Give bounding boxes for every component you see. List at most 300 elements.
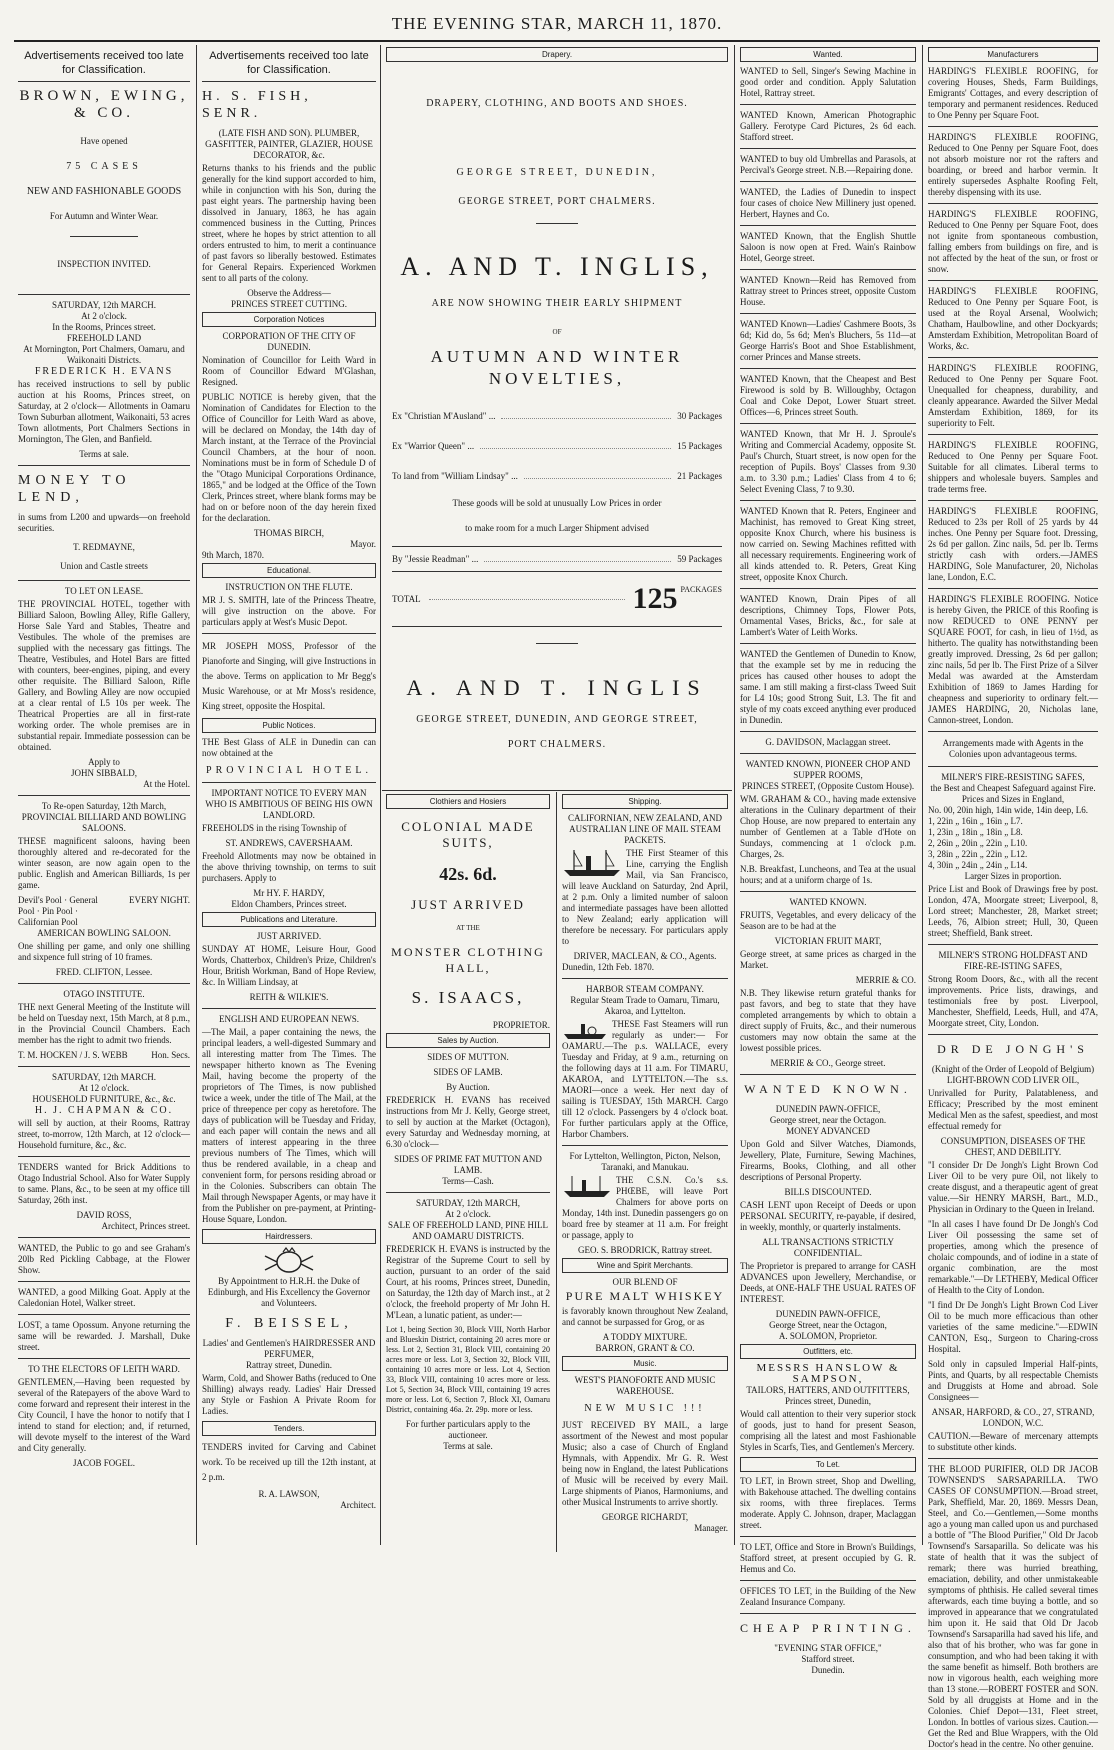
divider [740, 1536, 916, 1537]
column-divider [734, 45, 735, 1545]
divider [928, 280, 1098, 281]
column-divider [922, 45, 923, 1545]
ad-text: Terms at sale. [79, 449, 129, 459]
ad-address: Union and Castle streets [60, 561, 148, 571]
ad-signature: JACOB FOGEL. [72, 1458, 135, 1468]
ad-title: H. J. CHAPMAN & CO. [34, 1105, 174, 1116]
ad-brown-ewing [18, 88, 190, 270]
ad-body: THE next General Meeting of the Institute will be held on Tuesday next, 15th March, at 8 p.m., in the Provincial Council Chambers. Each member has the right to admit two friends. [18, 1002, 190, 1045]
ad-subtitle: "EVENING STAR OFFICE," [774, 1643, 882, 1653]
section-label: Shipping. [562, 794, 728, 809]
steamship-icon [562, 1175, 612, 1199]
ad-address: Architect, Princes street. [101, 1221, 190, 1231]
ad-text: 75 CASES [66, 161, 142, 172]
divider [18, 465, 190, 466]
ad-date: Dunedin, 12th Feb. 1870. [562, 962, 654, 972]
divider [928, 500, 1098, 501]
ad-text: GEORGE STREET, PORT CHALMERS. [458, 196, 656, 207]
total-value: 125 [632, 582, 678, 615]
ship-qty: 59 Packages [677, 554, 722, 564]
divider [740, 269, 916, 270]
ad-address: PORT CHALMERS. [507, 739, 607, 750]
section-label: Educational. [202, 563, 376, 578]
ad-text: ARE NOW SHOWING THEIR EARLY SHIPMENT [431, 298, 683, 309]
ad-text: OF [552, 328, 562, 336]
ad-address: Rattray street, Dunedin. [246, 1360, 332, 1370]
ad-headline: NEW MUSIC !!! [584, 1403, 706, 1414]
ad-wanted: WANTED Known, that the Cheapest and Best Firewood is sold by B. Willoughby, Octagon Coal and Coke Depot, Lower Stuart street. Offices—6, Princes street South. [740, 374, 916, 417]
divider [740, 1613, 916, 1614]
ad-subtitle: the Best and Cheapest Safeguard against Fire. [930, 783, 1096, 793]
ad-body: George street, at same prices as charged in the Market. [740, 949, 916, 970]
divider [740, 313, 916, 314]
ad-european-news [202, 1014, 376, 1225]
ad-subtitle: MONEY ADVANCED [786, 1126, 870, 1136]
ad-body: One shilling per game, and only one shilling and sixpence full string of 10 frames. [18, 941, 190, 962]
ad-text: Have opened [80, 136, 128, 146]
ad-headline: COLONIAL MADE SUITS, [401, 819, 535, 850]
ad-text: Terms at sale. [443, 1441, 493, 1451]
ad-body: CAUTION.—Beware of mercenary attempts to substitute other kinds. [928, 1431, 1098, 1452]
ad-title: PROVINCIAL BILLIARD AND BOWLING SALOONS. [21, 812, 187, 833]
steamship-icon [562, 1019, 608, 1041]
ad-beissel [202, 1248, 376, 1417]
ad-wanted: WANTED Known—Ladies' Cashmere Boots, 3s 6d; Kid do, 5s 6d; Men's Bluchers, 5s 11d—at George Harris's Boot and Shoe Establishment, corner Princes and Manse streets. [740, 319, 916, 362]
divider [18, 1156, 190, 1157]
ad-title: For Lyttelton, Wellington, Picton, Nelson, Taranaki, and Manukau. [569, 1151, 721, 1172]
shipment-list [386, 408, 728, 484]
ad-signature: GEO. S. BRODRICK, Rattray street. [578, 1245, 712, 1255]
firm-name: A. AND T. INGLIS, [400, 252, 714, 281]
ad-address: PRINCES STREET CUTTING. [230, 299, 348, 309]
divider [392, 546, 722, 547]
divider [18, 1066, 190, 1067]
ad-signature: JOHN SIBBALD, [70, 768, 137, 778]
divider [18, 294, 190, 295]
shipment-row [392, 468, 722, 484]
ad-body: —The Mail, a paper containing the news, the principal leaders, a well-digested Summary and all interesting matter from The Times. The newspaper hitherto known as The Evening Mail, having become the property of the proprietors of The Times, is now published twice a week, under the title of The Mail, at the price of threepence per copy as heretofore. The days of publication will be Tuesday and Friday, and each paper will contain the news and all matters of interest appearing in the three previous numbers of The Times, which will thus be rendered available, in a cheap and convenient form, for persons residing abroad or in the Colonies. Subscribers can obtain The Mail through Newspaper Agents, or may have it from the Publisher on pre-payment, at Printing-House Square, London. [202, 1027, 376, 1224]
ad-subtitle: CONSUMPTION, DISEASES OF THE CHEST, AND DEBILITY. [940, 1136, 1086, 1157]
ad-body: WM. GRAHAM & CO., having made extensive alterations in the Culinary department of their Chop House, are now prepared to entertain any number of Gentlemen at a Table d'Hote on Sundays, commencing at 1 o'clock p.m. Charges, 2s. [740, 794, 916, 859]
ad-address: GEORGE STREET, DUNEDIN, AND GEORGE STREET, [416, 714, 698, 725]
ad-headline: PURE MALT WHISKEY [565, 1289, 725, 1303]
ad-harding-roofing: HARDING'S FLEXIBLE ROOFING, Reduced to One Penny per Square Foot, is used at the Royal Arsenal, Woolwich; Chatham, Haulbowline, and other Dockyards; Amsterdam Exhibition, Metropolitan Board of Works, &c. [928, 286, 1098, 351]
ad-body: THESE Fast Steamers will run regularly as under:— For OAMARU.—The p.s. WALLACE, every Tuesday and Friday, at 9 a.m., returning on the following days at 11 a.m. For TIMARU, AKAROA, and LYTTELTON.—The s.s. MAORI—once a week. Her next day of sailing is TUESDAY, 15th MARCH. Cargo till 12 o'clock. Passengers by 4 o'clock boat. For further particulars apply at the Office, Harbor Chambers. [562, 1019, 728, 1139]
ad-body: Unrivalled for Purity, Palatableness, and Efficacy; Prescribed by the most eminent Medical Men as the safest, speediest, and most effectual remedy for [928, 1088, 1098, 1131]
ad-evans-freehold [18, 300, 190, 460]
ad-signature: A. SOLOMON, Proprietor. [778, 1331, 878, 1341]
ad-text: Apply to [88, 757, 120, 767]
ad-wanted: WANTED to Sell, Singer's Sewing Machine in good order and condition. Apply Salutation Hotel, Rattray street. [740, 66, 916, 98]
ad-body: GENTLEMEN,—Having been requested by several of the Ratepayers of the above Ward to come forward and represent their interest in the City Council, I have the honor to notify that I intend to stand for election; and, if returned, will devote myself to the interest of the Ward and City generally. [18, 1377, 190, 1453]
ad-title: WEST'S PIANOFORTE AND MUSIC WAREHOUSE. [574, 1375, 716, 1396]
divider [740, 753, 916, 754]
harding-list [928, 66, 1098, 732]
ad-to-let-on-lease [18, 586, 190, 790]
ad-subtitle: Regular Steam Trade to Oamaru, Timaru, Akaroa, and Lyttelton. [570, 995, 720, 1016]
ad-address: Stafford street. [801, 1654, 855, 1664]
ad-title: AMERICAN BOWLING SALOON. [37, 928, 171, 938]
ad-title: MESSRS HANSLOW & SAMPSON, [756, 1362, 900, 1385]
ad-wanted: WANTED the Gentlemen of Dunedin to Know, that the example set by me in reducing the prices has caused other houses to adopt the same. I am still making a first-class Tweed Suit for L4 10s; good Strong Suit, L3. The fit and style of my coats exceed anything ever produced in Dunedin. [740, 649, 916, 725]
section-label: Wine and Spirit Merchants. [562, 1258, 728, 1273]
ad-signature: REITH & WILKIE'S. [249, 992, 329, 1002]
ad-wanted: WANTED Known that R. Peters, Engineer and Machinist, has removed to Great King street, opposite Knox Church, where his business is now carried on. Sewing Machines refitted with all necessary requirements. Engineering work of all kinds attended to. R. Peters, Great King street, opposite Knox Church. [740, 506, 916, 582]
ad-body: THE PROVINCIAL HOTEL, together with Billiard Saloon, Bowling Alley, Rifle Gallery, Horse Sale Yard and Stables, Theatre and Vestibules. The whole of the premises are supplied with the necessary gas fittings. The Theatre, Vestibules, and Hotel Bars are fitted with counters, beer-engines, piping, and every other requisite. The Billiard Saloon, Rifle Gallery, and Bowling Alley are now occupied at a clear rental of L5 10s per week. The Theatrical Properties are all in first-rate working order. The whole premises are in substantial repair. Immediate possession can be obtained. [18, 599, 190, 752]
divider [392, 626, 722, 627]
column-divider [196, 45, 197, 1545]
ad-text: Devil's Pool · General Pool · Pin Pool · Californian Pool [18, 895, 98, 927]
ad-body: TENDERS wanted for Brick Additions to Otago Industrial School. Also for Water Supply to same. Plans, &c., to be seen at my office till Saturday, 26th inst. [18, 1162, 190, 1205]
divider [928, 357, 1098, 358]
ad-billiard-saloons [18, 801, 190, 978]
ad-subtitle: DUNEDIN PAWN-OFFICE, [775, 1104, 881, 1114]
column-divider [556, 792, 557, 1552]
ad-body: Returns thanks to his friends and the public generally for the kind support accorded to him, while in conjunction with his Son, during the past eight years. The partnership having been dissolved in January, 1863, he has again commenced business in the Cutting, Princes street, where he hopes by strict attention to all orders entrusted to him, to merit a continuance of past favors so liberally bestowed. Estimates for General Repairs. Experienced Workmen sent to all parts of the colony. [202, 163, 376, 283]
ad-body: "In all cases I have found Dr De Jongh's Cod Liver Oil possessing the same set of properties, among which the presence of cholaic compounds, and of iodine in a state of organic combination, are the most remarkable."—Dr LETHEBY, Medical Officer of Health to the City of London. [928, 1219, 1098, 1295]
ad-harding-roofing: HARDING'S FLEXIBLE ROOFING, Reduced to One Penny per Square Foot, does not ignite from spontaneous combustion, falling embers from buildings on fire, and is not affected by the heat of the sun, or frost or snow. [928, 209, 1098, 274]
ad-title: MONEY TO LEND, [18, 473, 131, 505]
firm-name: A. AND T. INGLIS [406, 675, 708, 700]
ad-body: in sums from L200 and upwards—on freehold securities. [18, 512, 190, 533]
ad-fruit-mart [740, 897, 916, 1069]
column-divider [380, 45, 381, 1545]
ad-title: JUST ARRIVED. [256, 931, 322, 941]
ad-joseph-moss: MR JOSEPH MOSS, Professor of the Pianoforte and Singing, will give Instructions in the above. Terms on application to Mr Begg's Music Warehouse, or at Mr Moss's residence, King street, opposite the Hospital. [202, 641, 376, 711]
ad-milner-safes [928, 772, 1098, 939]
ad-title: WANTED KNOWN. [789, 897, 867, 907]
divider [392, 571, 722, 572]
ad-signature: T. REDMAYNE, [73, 542, 135, 552]
ad-lost-opossum: LOST, a tame Opossum. Anyone returning the same will be rewarded. J. Marshall, Duke street. [18, 1320, 190, 1352]
ad-title: SALE OF FREEHOLD LAND, PINE HILL AND OAMARU DISTRICTS. [388, 1220, 548, 1241]
divider [928, 1458, 1098, 1459]
section-label: Wanted. [740, 47, 916, 62]
divider [928, 588, 1098, 589]
ad-chapman [18, 1072, 190, 1151]
divider [382, 790, 732, 791]
ad-date: SATURDAY, 12th MARCH. [51, 1072, 157, 1082]
ad-subtitle: ANSAR, HARFORD, & CO., 27, STRAND, LONDON, W.C. [931, 1407, 1095, 1428]
divider [740, 368, 916, 369]
ad-time: At 2 o'clock. [445, 1209, 491, 1219]
divider [18, 983, 190, 984]
divider [740, 500, 916, 501]
wanted-list [740, 66, 916, 732]
shipment-row [392, 408, 722, 424]
ad-wanted: WANTED, the Ladies of Dunedin to inspect four cases of choice New Millinery just opened. Herbert, Haynes and Co. [740, 187, 916, 219]
ad-body: SUNDAY AT HOME, Leisure Hour, Good Words, Chatterbox, Children's Prize, Children's Hour, British Workman, Band of Hope Review, &c. In William Lindsay, at [202, 944, 376, 987]
ad-signature: G. DAVIDSON, Maclaggan street. [765, 737, 891, 747]
ad-harding-roofing: HARDING'S FLEXIBLE ROOFING. Notice is hereby Given, the PRICE of this Roofing is now REDUCED to ONE PENNY per SQUARE FOOT, for cash, in lieu of 1½d, as hitherto. The quality has notwithstanding been greatly improved. Dressing, 2s 6d per gallon; zinc nails, 5d per lb. The First Prize of a Silver Medal was awarded at the Amsterdam Exhibition of 1869 to James Harding for cheapness and superiority to ordinary felt.—JAMES HARDING, 20, Nicholas lane, Cannon-street, London. [928, 594, 1098, 725]
ad-title: H. S. FISH, SENR. [202, 89, 312, 121]
ad-title: INSTRUCTION ON THE FLUTE. [225, 582, 353, 592]
ad-price: 42s. 6d. [439, 864, 497, 884]
ad-body: THE C.S.N. Co.'s s.s. PHŒBE, will leave Port Chalmers for above ports on Monday, 14th inst. Dunedin passengers go on board free by steamer at 11 a.m. For freight or passage, apply to [562, 1175, 728, 1240]
ad-harding-roofing: HARDING'S FLEXIBLE ROOFING, Reduced to One Penny per Square Foot. Suitable for all climates. Liberal terms to shippers and wholesale buyers. Samples and trade terms free. [928, 440, 1098, 494]
ad-title: OTAGO INSTITUTE. [63, 989, 145, 999]
divider [202, 633, 376, 634]
ad-text: EVERY NIGHT. [129, 895, 190, 905]
ad-text: Observe the Address— [247, 288, 331, 298]
ad-wanted: WANTED Known, that Mr H. J. Sproule's Writing and Commercial Academy, opposite St. Paul's Church, Stuart street, is now open for the reception of Pupils. Boys' Classes from 9.30 a.m. to 3.30 p.m.; Ladies' Class from 4 to 6; Select Evening Class, 7 to 9.30. [740, 429, 916, 494]
royal-crest-icon [259, 1248, 319, 1274]
ad-signature: Mr HY. F. HARDY, [253, 888, 325, 898]
ad-body: "I consider Dr De Jongh's Light Brown Cod Liver Oil to be very pure Oil, not likely to create disgust, and a therapeutic agent of great value.—Sir HENRY MARSH, Bart., M.D., Physician in Ordinary to the Queen in Ireland. [928, 1160, 1098, 1214]
ad-subtitle: TAILORS, HATTERS, AND OUTFITTERS, Princes street, Dunedin, [746, 1385, 910, 1406]
ad-title: CALIFORNIAN, NEW ZEALAND, AND AUSTRALIAN LINE OF MAIL STEAM PACKETS. [567, 813, 723, 845]
ad-text: Architect. [340, 1500, 376, 1510]
divider [562, 978, 728, 979]
ad-subtitle: BILLS DISCOUNTED. [784, 1187, 872, 1197]
column-3-clothiers [382, 792, 554, 1552]
divider [740, 1074, 916, 1075]
ad-otago-institute [18, 989, 190, 1061]
ad-tenders-lawson [202, 1440, 376, 1511]
ad-subtitle: FREEHOLD LAND [66, 333, 142, 343]
section-header: Advertisements received too late for Classification. [18, 45, 190, 82]
ad-body: TENDERS invited for Carving and Cabinet work. To be received up till the 12th instant, at 2 p.m. [202, 1442, 376, 1482]
ad-text: AT THE [456, 924, 480, 932]
section-label: Music. [562, 1356, 728, 1371]
ship-qty: 21 Packages [677, 471, 722, 481]
column-4-wanted [736, 45, 920, 1675]
ad-body: will sell by auction, at their Rooms, Rattray street, to-morrow, 12th March, at 12 o'clock— Household furniture, &c., &c. [18, 1118, 190, 1150]
ad-title: ENGLISH AND EUROPEAN NEWS. [219, 1014, 359, 1024]
ad-signature: MERRIE & CO., George street. [770, 1058, 886, 1068]
masthead-rule [14, 40, 1100, 42]
ad-de-jongh [928, 1041, 1098, 1453]
divider [18, 795, 190, 796]
ad-title: IMPORTANT NOTICE TO EVERY MAN WHO IS AMBITIOUS OF BEING HIS OWN LANDLORD. [205, 788, 373, 820]
column-1 [14, 45, 194, 1545]
section-label: Public Notices. [202, 718, 376, 733]
divider [536, 223, 577, 224]
price-row: 1, 23in „ 18in „ 18in „ L8. [928, 827, 1023, 837]
ad-text: For further particulars apply to the auctioneer. [405, 1419, 531, 1440]
ship-name: To land from "William Lindsay" ... [392, 471, 518, 481]
divider [18, 1281, 190, 1282]
section-label: Publications and Literature. [202, 912, 376, 927]
ad-body: Freehold Allotments may now be obtained in the above thriving township, on terms to suit purchasers. Apply to [202, 851, 376, 883]
ad-body: THE Best Glass of ALE in Dunedin can can now obtained at the [202, 737, 376, 758]
ad-title: CHEAP PRINTING. [740, 1621, 916, 1635]
section-label: Clothiers and Hosiers [386, 794, 550, 809]
ad-signature: R. A. LAWSON, [258, 1489, 320, 1499]
ad-corporation [202, 331, 376, 561]
ad-text: Hon. Secs. [151, 1050, 190, 1060]
ad-pawn-office [740, 1081, 916, 1342]
price-table [928, 805, 1098, 871]
divider [18, 1314, 190, 1315]
ad-title: CORPORATION OF THE CITY OF DUNEDIN. [222, 331, 356, 352]
ad-pioneer-chop [740, 759, 916, 886]
ad-signature: FRED. CLIFTON, Lessee. [55, 967, 153, 977]
divider [740, 181, 916, 182]
ad-text: For Autumn and Winter Wear. [49, 211, 159, 221]
ad-text: Arrangements made with Agents in the Colonies upon advantageous terms. [942, 738, 1084, 759]
ad-place: In the Rooms, Princes street. [52, 322, 156, 332]
ad-body: JUST RECEIVED BY MAIL, a large assortment of the Newest and most popular Music; also a case of Church of England Hymnals, with Appendix. Mr G. R. West being now in England, the latest Publications of Music will be received by every Mail. Large shipments of Pianos, Harmoniums, and other Musical Instruments to arrive shortly. [562, 1420, 728, 1507]
ad-to-let: TO LET, in Brown street, Shop and Dwelling, with Bakehouse attached. The dwelling contains six rooms, with three fireplaces. Terms moderate. Apply C. Johnson, draper, Maclaggan street. [740, 1476, 916, 1530]
divider [740, 588, 916, 589]
ad-address: At the Hotel. [143, 779, 190, 789]
divider [740, 891, 916, 892]
ad-signature: S. ISAACS, [411, 988, 525, 1007]
section-label: Tenders. [202, 1421, 376, 1436]
ad-subtitle: Ladies' and Gentlemen's HAIRDRESSER AND PERFUMER, [202, 1338, 376, 1359]
ad-time: At 12 o'clock. [78, 1083, 130, 1093]
section-label: Outfitters, etc. [740, 1344, 916, 1359]
divider [740, 423, 916, 424]
section-label: Corporation Notices [202, 312, 376, 327]
ad-subtitle: HOUSEHOLD FURNITURE, &c., &c. [32, 1094, 176, 1104]
ship-qty: 15 Packages [677, 441, 722, 451]
ad-headline: AUTUMN AND WINTER NOVELTIES, [430, 347, 684, 388]
ad-date: SATURDAY, 12th MARCH. [51, 300, 157, 310]
divider [18, 580, 190, 581]
ad-text: These goods will be sold at unusually Low Prices in order [452, 498, 662, 508]
ad-body: FREDERICK H. EVANS is instructed by the Registrar of the Supreme Court to sell by auction, pursuant to an order of the said Court, at his rooms, Princes street, Dunedin, on Saturday, the 12th day of March inst., at 2 o'clock, the freehold property of Mr John H. M'Lean, a lunatic patient, as under:— [386, 1244, 550, 1320]
total-label: TOTAL [392, 593, 421, 604]
divider [928, 203, 1098, 204]
ad-time: At 2 o'clock. [81, 311, 127, 321]
ad-wanted: WANTED to buy old Umbrellas and Parasols, at Percival's George street. N.B.—Repairing done. [740, 154, 916, 175]
divider [70, 236, 139, 237]
ad-title: TO LET ON LEASE. [64, 586, 144, 596]
ad-harding-roofing: HARDING'S FLEXIBLE ROOFING, for covering Houses, Sheds, Farm Buildings, Emigrants' Cottages, and every description of temporary and permanent residences. Reduced to One Penny per Square Foot. [928, 66, 1098, 120]
ad-body: FREEHOLDS in the rising Township of [202, 823, 347, 833]
ad-text: DUNEDIN PAWN-OFFICE, [775, 1309, 881, 1319]
ad-body: is favorably known throughout New Zealand, and cannot be surpassed for Grog, or as [562, 1306, 728, 1327]
ad-st-andrews [202, 788, 376, 910]
total-unit: PACKAGES [680, 585, 722, 594]
ad-body: The Proprietor is prepared to arrange for CASH ADVANCES upon Jewellery, Merchandise, or Deeds, at ONE-HALF THE USUAL RATES OF INTEREST. [740, 1261, 916, 1304]
ad-title: DR DE JONGH'S [937, 1042, 1089, 1056]
ad-wanted-cabbage: WANTED, the Public to go and see Graham's 20lb Red Pickling Cabbage, at the Flower Show. [18, 1243, 190, 1275]
ad-headline: MONSTER CLOTHING HALL, [391, 945, 545, 975]
shipment-row [386, 551, 728, 567]
masthead: THE EVENING STAR, MARCH 11, 1870. [391, 14, 723, 33]
ad-signature: BARRON, GRANT & CO. [595, 1343, 695, 1353]
divider [740, 148, 916, 149]
ad-body: CASH LENT upon Receipt of Deeds or upon PERSONAL SECURITY, re-payable, if desired, in weekly, monthly, or quarterly instalments. [740, 1200, 916, 1232]
ad-just-arrived [202, 931, 376, 1003]
divider [202, 782, 376, 783]
ad-title: WANTED KNOWN, PIONEER CHOP AND SUPPER ROOMS, [745, 759, 911, 780]
ad-subtitle: VICTORIAN FRUIT MART, [774, 936, 882, 946]
ad-body: Nomination of Councillor for Leith Ward in Room of Councillor Edward M'Glashan, Resigned. [202, 355, 376, 387]
steamship-icon [562, 848, 622, 878]
ad-text: Manager. [694, 1523, 728, 1533]
ad-body: Strong Room Doors, &c., with all the recent improvements. Price lists, drawings, and testimonials free by post. Liverpool, Manchester, Sheffield, Leeds, Hull, and 47A, Moorgate street, City, London. [928, 974, 1098, 1028]
ad-title: BROWN, EWING, & CO. [19, 88, 189, 121]
divider [928, 766, 1098, 767]
shipment-row [392, 438, 722, 454]
ship-name: Ex "Christian M'Ausland" ... [392, 411, 496, 421]
price-row: 4, 30in „ 24in „ 24in „ L14. [928, 860, 1028, 870]
ad-text: GEORGE STREET, DUNEDIN, [456, 167, 658, 178]
ad-subtitle: ST. ANDREWS, CAVERSHAAM. [225, 838, 353, 848]
ad-text: NEW AND FASHIONABLE GOODS [26, 186, 182, 197]
ad-title: MILNER'S STRONG HOLDFAST AND FIRE-RE-ISTING SAFES, [938, 950, 1088, 971]
ad-blood-purifier: THE BLOOD PURIFIER, OLD DR JACOB TOWNSEND'S SARSAPARILLA. TWO CASES OF CONSUMPTION.—Broad street, Park, Sheffield, Mar. 20, 1869. Messrs Dean, Steel, and Co.—Gentlemen,—Some months ago a young man called upon us and purchased a bottle of "The Blood Purifier," Old Dr Jacob Townsend's Sarsaparilla. So delicate was his state of health that it was the subject of remark; there was hurried breathing, emaciation, debility, and other unmistakeable symptoms of phthisis. He called several times afterwards, each time buying a bottle, and so improved in appearance that we congratulated him upon it. He said that Old Dr Jacob Townsend's Sarsaparilla had saved his life, and also that of his brother, who was far gone in consumption, and who had been taking it with the same benefit as himself. Both brothers are now in vigorous health, each weighing more than 13 stone.—ROBERT FOSTER and SON. Sold by all druggists at Home and in the Colonies. Chief Depot—131, Fleet street, London. In bottles of various sizes. Caution.—Get the Red and Blue Wrappers, with the Old Doctor's head in the centre. No other genuine. [928, 1464, 1098, 1749]
ad-text: PROPRIETOR. [492, 1020, 550, 1030]
ad-title: WANTED KNOWN. [744, 1082, 912, 1096]
total-row [386, 576, 728, 622]
divider [928, 731, 1098, 732]
ad-text: to make room for a much Larger Shipment advised [465, 523, 649, 533]
ad-body: Lot 1, being Section 30, Block VIII, North Harbor and Blueskin District, containing 20 acres more or less. Lot 2, Section 31, Block VIII, containing 20 acres more or less. Lot 3, Section 32, Block VIII, containing 10 acres more or less. Lot 4, Section 33, Block VIII, containing 10 acres more or less. Lot 5, Section 34, Block VIII, containing 19 acres more or less. Lot 6, Section 7, Block XI, Oamaru District, containing 46a. 2r. 29p. more or less. [386, 1325, 550, 1414]
ad-tenders-ross [18, 1162, 190, 1232]
ad-text: Larger Sizes in proportion. [964, 871, 1062, 881]
ad-text: OUR BLEND OF [612, 1277, 678, 1287]
ad-body: Upon Gold and Silver Watches, Diamonds, Jewellery, Plate, Furniture, Sewing Machines, Firearms, Books, Clothing, and all other descriptions of Personal Property. [740, 1139, 916, 1182]
divider [740, 104, 916, 105]
divider [740, 731, 916, 732]
divider [18, 1358, 190, 1359]
ad-cheap-printing [740, 1620, 916, 1676]
ad-text: To Re-open Saturday, 12th March, [41, 801, 167, 811]
section-label: Manufacturers [928, 47, 1098, 62]
ad-harding-roofing: HARDING'S FLEXIBLE ROOFING, Reduced to 23s per Roll of 25 yards by 44 inches. One Penny per Square foot. Dressing, 2s 6d per gallon. Zinc nails, 5d. per lb. Terms strictly cash with orders.—JAMES HARDING, Sole Manufacturer, 20, Nicholas lane, London, E.C. [928, 506, 1098, 582]
ad-body: N.B. They likewise return grateful thanks for past favors, and beg to state that they have completed arrangements by which to obtain a direct supply of Fruits, &c., and their numerous customers may now obtain the same at the lowest possible prices. [740, 988, 916, 1053]
ad-body: THESE magnificent saloons, having been thoroughly altered and re-decorated for the winter season, are now again open to the public. English and American Billiards, 1s per game. [18, 836, 190, 890]
ad-fish-plumber [202, 88, 376, 310]
section-label: Sales by Auction. [386, 1033, 550, 1048]
column-3-drapery [382, 45, 732, 790]
divider [928, 1034, 1098, 1035]
ad-milner-holdfast [928, 950, 1098, 1029]
ad-to-let: TO LET, Office and Store in Brown's Buildings, Stafford street, at present occupied by G. R. Hemus and Co. [740, 1542, 916, 1574]
ad-to-let: OFFICES TO LET, in the Building of the New Zealand Insurance Company. [740, 1586, 916, 1607]
ad-text: By Auction. [446, 1082, 490, 1092]
ad-body: PUBLIC NOTICE is hereby given, that the Nomination of Candidates for Election to the Office of Councillor for Leith Ward as above, will be declared on Monday, the 14th day of March instant, at the Terrace of the Provincial Council Chambers, at the hour of noon. Nominations must be in form of Schedule D of the "Otago Municipal Corporations Ordinance, 1865," and be lodged at the Office of the Town Clerk, Princes street, where blank forms may be had on or before noon of the day herein fixed for the declaration. [202, 392, 376, 523]
ad-money-to-lend [18, 472, 190, 572]
ad-text: DRAPERY, CLOTHING, AND BOOTS AND SHOES. [426, 98, 688, 109]
ad-body: has received instructions to sell by public auction at his Rooms, Princes street, on Saturday, at 2 o'clock— Allotments in Oamaru Town Suburban allotment, Waikonaiti, 53 acres Town allotments, Port Chalmers Sections in Mornington, The Glen, and Banfield. [18, 379, 190, 444]
ad-text: George Street, near the Octagon, [769, 1320, 887, 1330]
ad-body: Would call attention to their very superior stock of goods, just to hand for present Season, comprising all the latest and most Fashionable Styles in Scarfs, Ties, and Gentlemen's Mercery. [740, 1409, 916, 1452]
ad-signature: DRIVER, MACLEAN, & CO., Agents. [573, 951, 717, 961]
column-3-shipping [558, 792, 732, 1552]
divider [928, 434, 1098, 435]
ad-subtitle: (Knight of the Order of Leopold of Belgium) LIGHT-BROWN COD LIVER OIL, [931, 1064, 1095, 1085]
ad-body: THE First Steamer of this Line, carrying the English Mail, via San Francisco, will leave Auckland on Saturday, 2nd April, at 2 p.m. Only a limited number of saloon and intermediate passages have been allotted to New Zealand; early application will therefore be necessary. For particulars apply to [562, 848, 728, 946]
ad-subtitle: ALL TRANSACTIONS STRICTLY CONFIDENTIAL. [761, 1237, 895, 1258]
ad-flute [202, 582, 376, 628]
ship-name: By "Jessie Readman" ... [392, 554, 479, 564]
column-2 [198, 45, 380, 1545]
ad-title: FREDERICK H. EVANS [34, 366, 174, 377]
ad-body: Price List and Book of Drawings free by post. London, 47A, Moorgate street; Liverpool, 8, Lord street; Manchester, 28, Market street; Leeds, 76, Albion street; Hull, 30, Queen street; Sheffield, Bank street. [928, 884, 1098, 938]
ad-title: PROVINCIAL HOTEL. [206, 765, 372, 776]
section-header: Advertisements received too late for Classification. [202, 45, 376, 82]
ad-wanted: WANTED Known, American Photographic Gallery. Ferotype Card Pictures, 2s 6d each. Stafford street. [740, 110, 916, 142]
ad-signature: GEORGE RICHARDT, [601, 1512, 689, 1522]
price-row: 2, 26in „ 20in „ 22in „ L10. [928, 838, 1028, 848]
ad-wanted: WANTED Known—Reid has Removed from Rattray street to Princes street, opposite Custom House. [740, 275, 916, 307]
ad-date: SATURDAY, 12th MARCH, [415, 1198, 521, 1208]
ad-title: SIDES OF PRIME FAT MUTTON AND LAMB. [394, 1154, 542, 1175]
ad-address: PRINCES STREET, (Opposite Custom House). [741, 781, 915, 791]
price-row: 3, 28in „ 22in „ 22in „ L12. [928, 849, 1028, 859]
ad-text: By Appointment to H.R.H. the Duke of Edinburgh, and His Excellency the Governor and Volunteers. [207, 1276, 371, 1308]
ad-harding-roofing: HARDING'S FLEXIBLE ROOFING, Reduced to One Penny per Square Foot. Unequalled for cheapness, durability, and cleanly appearance. Awarded the Silver Medal Amsterdam Exhibition, 1869, for its superiority to Felt. [928, 363, 1098, 428]
divider [740, 643, 916, 644]
ad-title: HARBOR STEAM COMPANY. [586, 984, 704, 994]
ad-title: F. BEISSEL, [225, 1316, 353, 1331]
